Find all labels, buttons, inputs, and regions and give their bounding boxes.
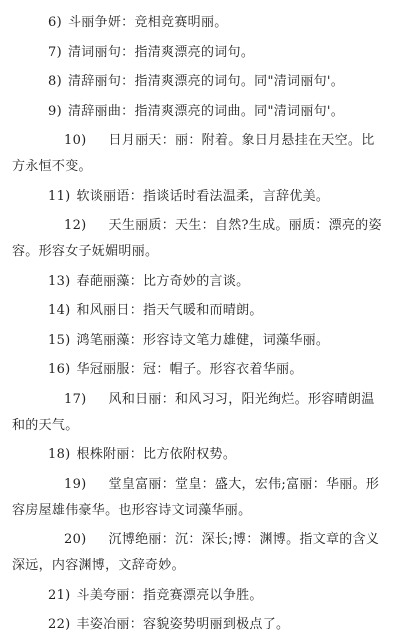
item-number: 16) [48, 362, 71, 377]
list-item [12, 99, 386, 125]
item-number: 13) [48, 273, 71, 289]
item-text: 日月丽天：丽：附着。象日月悬挂在天空。比方永恒不变。 [12, 133, 375, 174]
list-item [12, 612, 386, 638]
item-number: 10) [64, 133, 87, 148]
list-item [12, 184, 386, 210]
item-number: 18) [48, 447, 71, 462]
list-item [12, 298, 386, 324]
item-text: 鸿笔丽藻：形容诗文笔力雄健，词藻华丽。 [76, 332, 330, 348]
item-number: 19) [64, 476, 87, 492]
list-item [12, 583, 386, 609]
item-text: 沉博绝丽：沉：深长;博：渊博。指文章的含义深远，内容渊博，文辞奇妙。 [12, 532, 380, 573]
item-text: 根株附丽：比方依附权势。 [76, 447, 237, 462]
item-text: 清辞丽曲：指清爽漂亮的词曲。同"清词丽句'。 [67, 103, 345, 119]
item-text: 清辞丽句：指清爽漂亮的词句。同"清词丽句'。 [67, 74, 345, 89]
list-item [12, 269, 386, 295]
list-item [12, 213, 386, 265]
item-text: 天生丽质：天生：自然?生成。丽质：漂亮的姿容。形容女子妩媚明丽。 [12, 218, 382, 259]
item-text: 清词丽句：指清爽漂亮的词句。 [67, 44, 255, 60]
item-number: 15) [48, 332, 71, 348]
list-item [12, 472, 386, 524]
item-number: 6) [48, 15, 62, 30]
item-number: 21) [48, 587, 71, 603]
list-item [12, 328, 386, 354]
item-text: 风和日丽：和风习习，阳光绚烂。形容晴朗温和的天气。 [12, 391, 375, 433]
item-text: 春葩丽藻：比方奇妙的言谈。 [76, 273, 250, 289]
list-item [12, 40, 386, 66]
item-text: 斗丽争妍：竞相竞赛明丽。 [67, 15, 228, 30]
item-text: 堂皇富丽：堂皇：盛大，宏伟;富丽：华丽。形容房屋雄伟豪华。也形容诗文词藻华丽。 [12, 476, 380, 518]
list-item [12, 357, 386, 383]
list-item [12, 527, 386, 579]
list-item [12, 69, 386, 95]
item-text: 丰姿冶丽：容貌姿势明丽到极点了。 [76, 617, 290, 632]
item-number: 8) [48, 74, 62, 89]
item-text: 软谈丽语：指谈话时看法温柔，言辞优美。 [76, 188, 330, 204]
item-text: 华冠丽服：冠：帽子。形容衣着华丽。 [76, 362, 303, 377]
item-text: 斗美夸丽：指竞赛漂亮以争胜。 [76, 587, 263, 603]
item-number: 22) [48, 617, 71, 632]
item-number: 7) [48, 44, 62, 60]
item-text: 和风丽日：指天气暖和而晴朗。 [76, 303, 263, 318]
item-number: 14) [48, 303, 71, 318]
item-number: 20) [64, 532, 87, 547]
list-item [12, 10, 386, 36]
list-item [12, 387, 386, 439]
item-number: 9) [48, 103, 62, 119]
list-item [12, 442, 386, 468]
item-number: 17) [64, 391, 87, 407]
list-item [12, 128, 386, 180]
item-number: 11) [48, 188, 71, 204]
item-number: 12) [64, 218, 87, 233]
